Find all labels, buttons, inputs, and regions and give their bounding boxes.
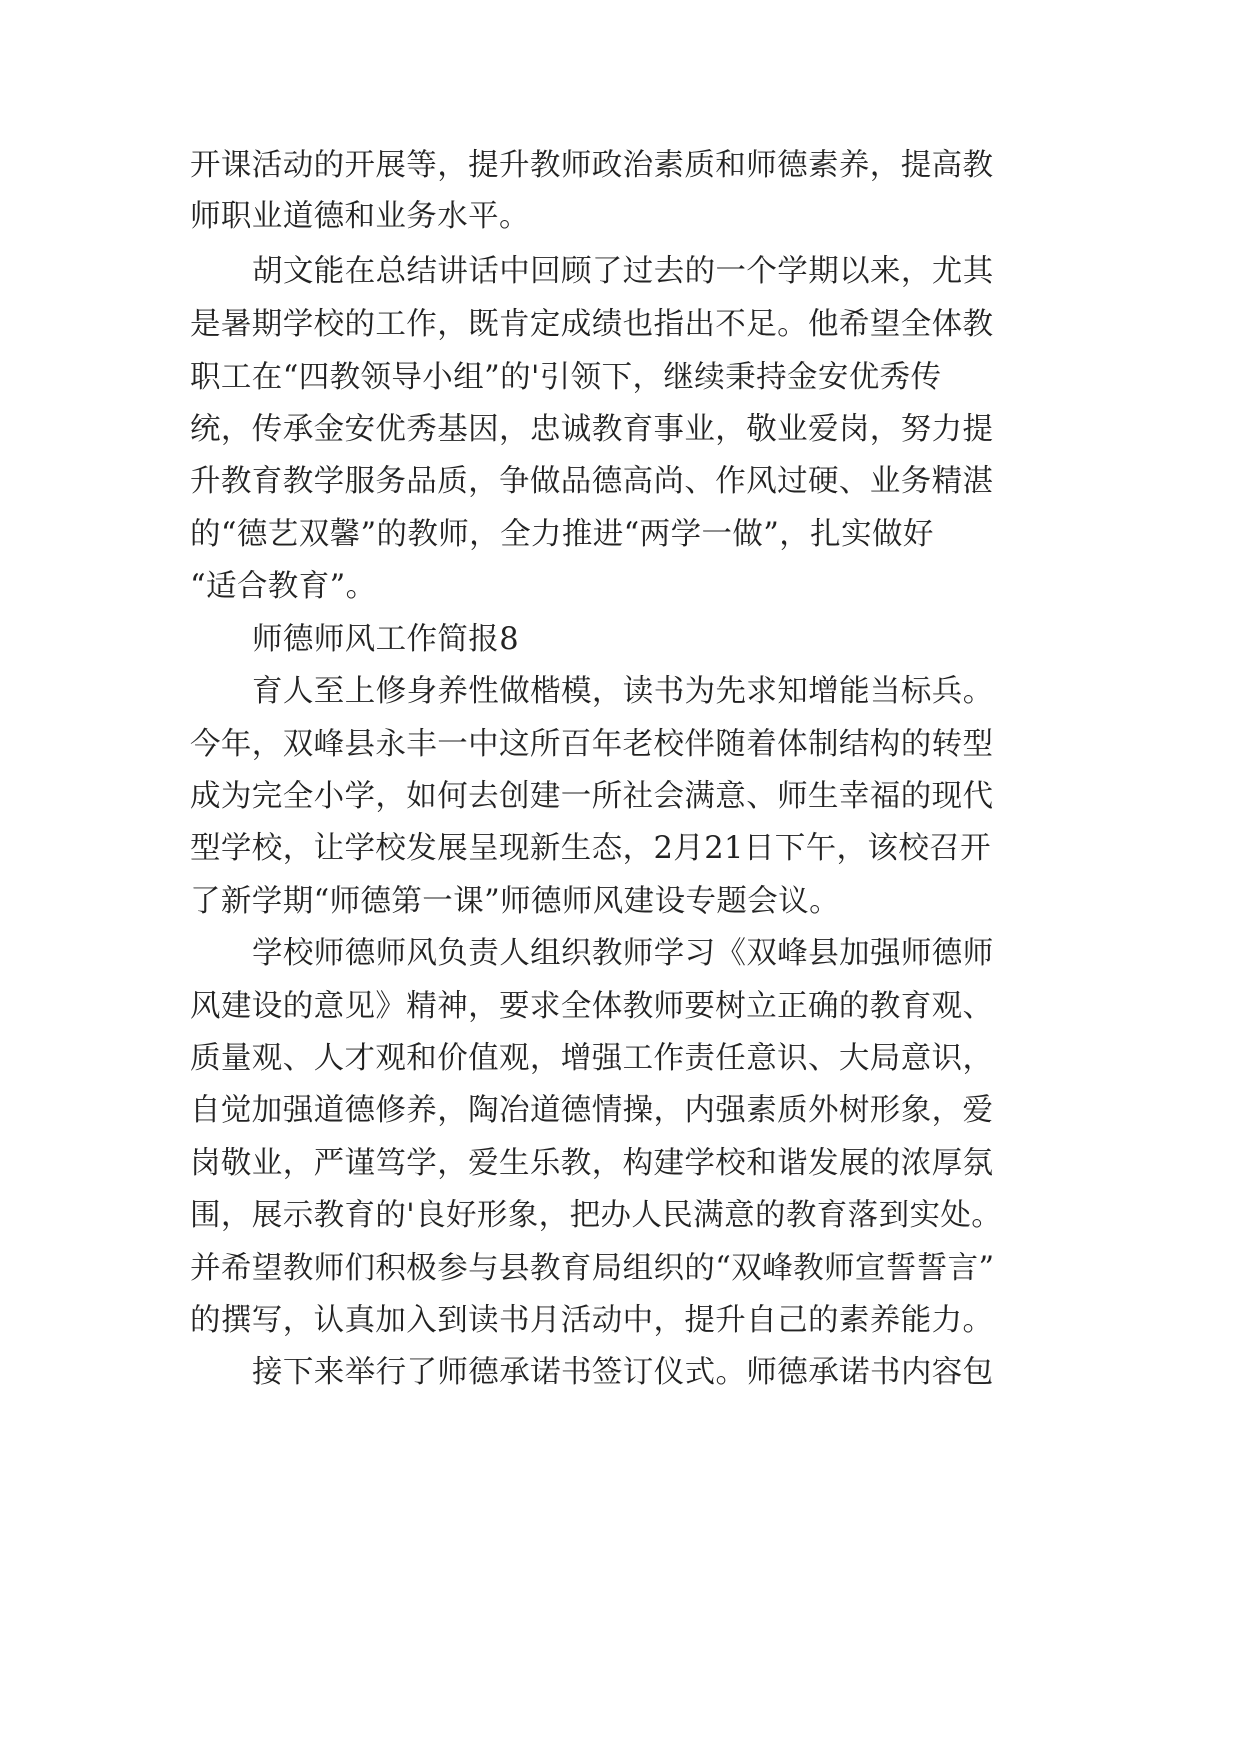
paragraph-start: 育人至上修身养性做楷模，读书为先求知增能当标兵。 xyxy=(252,674,994,709)
text-line: 围，展示教育的'良好形象，把办人民满意的教育落到实处。 xyxy=(190,1198,1003,1233)
section-heading: 师德师风工作简报8 xyxy=(252,622,520,657)
paragraph-start: 胡文能在总结讲话中回顾了过去的一个学期以来，尤其 xyxy=(252,254,994,289)
text-line: 职工在“四教领导小组”的'引领下，继续秉持金安优秀传 xyxy=(190,360,942,395)
paragraph-start: 接下来举行了师德承诺书签订仪式。师德承诺书内容包 xyxy=(252,1355,994,1390)
paragraph-start: 学校师德师风负责人组织教师学习《双峰县加强师德师 xyxy=(252,936,994,971)
text-line: 统，传承金安优秀基因，忠诚教育事业，敬业爱岗，努力提 xyxy=(190,412,994,447)
text-line: 了新学期“师德第一课”师德师风建设专题会议。 xyxy=(190,884,840,919)
text-line: 型学校，让学校发展呈现新生态，2月21日下午，该校召开 xyxy=(190,831,992,866)
text-line: 自觉加强道德修养，陶冶道德情操，内强素质外树形象，爱 xyxy=(190,1093,994,1128)
text-line: 成为完全小学，如何去创建一所社会满意、师生幸福的现代 xyxy=(190,779,994,814)
text-line: 并希望教师们积极参与县教育局组织的“双峰教师宣誓誓言” xyxy=(190,1251,995,1286)
text-line: 师职业道德和业务水平。 xyxy=(190,199,530,234)
text-line: 开课活动的开展等，提升教师政治素质和师德素养，提高教 xyxy=(190,148,994,183)
text-line: 岗敬业，严谨笃学，爱生乐教，构建学校和谐发展的浓厚氛 xyxy=(190,1146,994,1181)
text-line: 质量观、人才观和价值观，增强工作责任意识、大局意识， xyxy=(190,1041,994,1076)
text-line: “适合教育”。 xyxy=(190,569,377,604)
text-line: 是暑期学校的工作，既肯定成绩也指出不足。他希望全体教 xyxy=(190,307,994,342)
text-line: 风建设的意见》精神，要求全体教师要树立正确的教育观、 xyxy=(190,989,994,1024)
text-line: 升教育教学服务品质，争做品德高尚、作风过硬、业务精湛 xyxy=(190,464,994,499)
text-line: 的撰写，认真加入到读书月活动中，提升自己的素养能力。 xyxy=(190,1303,994,1338)
text-line: 的“德艺双馨”的教师，全力推进“两学一做”，扎实做好 xyxy=(190,517,934,552)
text-line: 今年，双峰县永丰一中这所百年老校伴随着体制结构的转型 xyxy=(190,727,994,762)
